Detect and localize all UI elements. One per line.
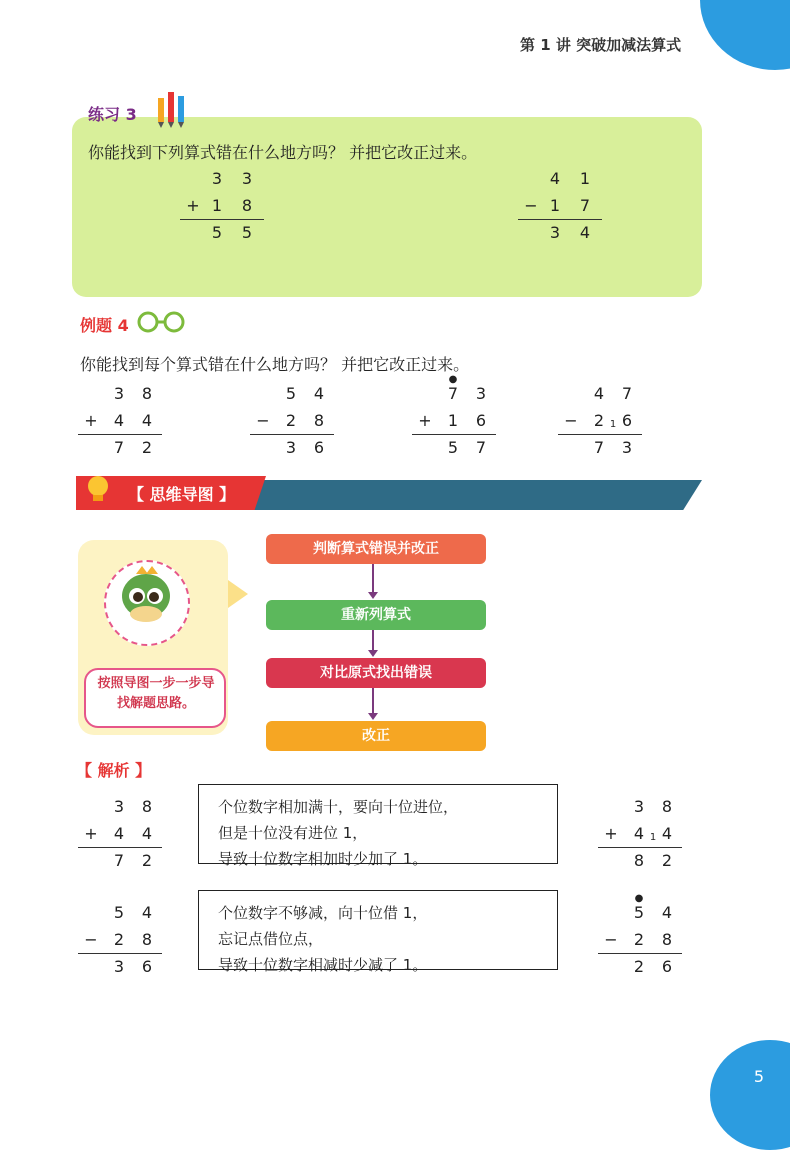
digit: 5 — [447, 438, 459, 457]
digit: 4 — [579, 223, 591, 242]
operator: + — [604, 824, 618, 843]
example-calc-1 — [78, 380, 178, 461]
carry-mark: 1 — [649, 832, 657, 843]
digit: 8 — [313, 411, 325, 430]
digit: 7 — [593, 438, 605, 457]
example-calc-3 — [412, 374, 512, 461]
digit: 6 — [141, 957, 153, 976]
digit: 4 — [113, 411, 125, 430]
operator: − — [256, 411, 270, 430]
digit: 3 — [285, 438, 297, 457]
digit: 2 — [593, 411, 605, 430]
digit: 4 — [661, 824, 673, 843]
digit: 6 — [661, 957, 673, 976]
operator: + — [84, 824, 98, 843]
digit: 1 — [447, 411, 459, 430]
flow-connector — [372, 688, 374, 713]
operator: + — [84, 411, 98, 430]
arrow-down-icon — [368, 650, 378, 657]
digit: 4 — [113, 824, 125, 843]
digit: 1 — [579, 169, 591, 188]
digit: 2 — [113, 930, 125, 949]
flow-step-4: 改正 — [266, 721, 486, 751]
digit: 4 — [141, 824, 153, 843]
exercise-title: 练习 3 — [88, 105, 137, 124]
corner-decoration — [710, 1040, 790, 1150]
digit: 1 — [211, 196, 223, 215]
digit: 3 — [113, 797, 125, 816]
dinosaur-mascot-icon — [114, 566, 178, 636]
digit: 3 — [475, 384, 487, 403]
analysis-right-calc-2 — [598, 893, 698, 980]
analysis-wrong-calc-1 — [78, 793, 178, 874]
digit: 8 — [141, 930, 153, 949]
lightbulb-icon — [84, 472, 112, 506]
flow-connector — [372, 564, 374, 592]
speech-bubble-text: 按照导图一步一步导找解题思路。 — [97, 676, 215, 711]
operator: − — [84, 930, 98, 949]
digit: 3 — [621, 438, 633, 457]
digit: 7 — [113, 851, 125, 870]
pencils-icon — [156, 88, 190, 128]
operator: + — [418, 411, 432, 430]
digit: 5 — [241, 223, 253, 242]
digit: 2 — [661, 851, 673, 870]
exercise-calc-2 — [518, 165, 618, 246]
analysis-right-calc-1 — [598, 793, 698, 874]
exercise-calc-1 — [180, 165, 280, 246]
digit: 7 — [621, 384, 633, 403]
chapter-title: 第 1 讲 突破加减法算式 — [520, 36, 682, 54]
flow-step-3: 对比原式找出错误 — [266, 658, 486, 688]
digit: 7 — [579, 196, 591, 215]
flow-step-1: 判断算式错误并改正 — [266, 534, 486, 564]
digit: 7 — [447, 384, 459, 403]
example-calc-2 — [250, 380, 350, 461]
digit: 3 — [113, 384, 125, 403]
digit: 4 — [661, 903, 673, 922]
digit: 6 — [313, 438, 325, 457]
digit: 8 — [661, 930, 673, 949]
mindmap-title: 【 思维导图 】 — [128, 485, 236, 504]
digit: 2 — [633, 930, 645, 949]
digit: 1 — [549, 196, 561, 215]
digit: 8 — [661, 797, 673, 816]
borrow-dot: ● — [448, 374, 458, 385]
arrow-down-icon — [368, 713, 378, 720]
digit: 5 — [211, 223, 223, 242]
digit: 3 — [633, 797, 645, 816]
digit: 8 — [141, 384, 153, 403]
digit: 5 — [113, 903, 125, 922]
explanation-line: 个位数字不够减，向十位借 1， — [218, 904, 428, 922]
operator: − — [604, 930, 618, 949]
example-title: 例题 4 — [80, 316, 129, 335]
operator: + — [186, 196, 200, 215]
digit: 3 — [549, 223, 561, 242]
digit: 6 — [475, 411, 487, 430]
explanation-line: 导致十位数字相减时少减了 1。 — [218, 956, 428, 974]
operator: − — [564, 411, 578, 430]
digit: 4 — [593, 384, 605, 403]
analysis-wrong-calc-2 — [78, 899, 178, 980]
digit: 3 — [241, 169, 253, 188]
exercise-question: 你能找到下列算式错在什么地方吗？ 并把它改正过来。 — [88, 143, 478, 162]
digit: 4 — [549, 169, 561, 188]
digit: 3 — [211, 169, 223, 188]
example-calc-4 — [558, 380, 658, 461]
page-number: 5 — [753, 1067, 764, 1086]
digit: 8 — [633, 851, 645, 870]
digit: 3 — [113, 957, 125, 976]
digit: 2 — [141, 851, 153, 870]
digit: 5 — [285, 384, 297, 403]
arrow-right-icon — [228, 580, 248, 608]
digit: 8 — [141, 797, 153, 816]
flow-connector — [372, 630, 374, 650]
operator: − — [524, 196, 538, 215]
borrow-dot: ● — [634, 893, 644, 904]
carry-mark: 1 — [609, 419, 617, 430]
analysis-title: 【 解析 】 — [76, 761, 152, 780]
digit: 4 — [141, 903, 153, 922]
digit: 7 — [113, 438, 125, 457]
digit: 8 — [241, 196, 253, 215]
digit: 4 — [313, 384, 325, 403]
flow-step-2: 重新列算式 — [266, 600, 486, 630]
digit: 4 — [141, 411, 153, 430]
digit: 6 — [621, 411, 633, 430]
example-question: 你能找到每个算式错在什么地方吗？ 并把它改正过来。 — [80, 355, 470, 374]
explanation-line: 忘记点借位点， — [218, 930, 324, 948]
digit: 2 — [285, 411, 297, 430]
digit: 7 — [475, 438, 487, 457]
digit: 2 — [141, 438, 153, 457]
digit: 2 — [633, 957, 645, 976]
digit: 5 — [633, 903, 645, 922]
explanation-line: 个位数字相加满十，要向十位进位， — [218, 798, 459, 816]
corner-decoration — [700, 0, 790, 70]
glasses-icon — [136, 310, 186, 334]
explanation-line: 导致十位数字相加时少加了 1。 — [218, 850, 428, 868]
explanation-line: 但是十位没有进位 1， — [218, 824, 368, 842]
arrow-down-icon — [368, 592, 378, 599]
digit: 4 — [633, 824, 645, 843]
